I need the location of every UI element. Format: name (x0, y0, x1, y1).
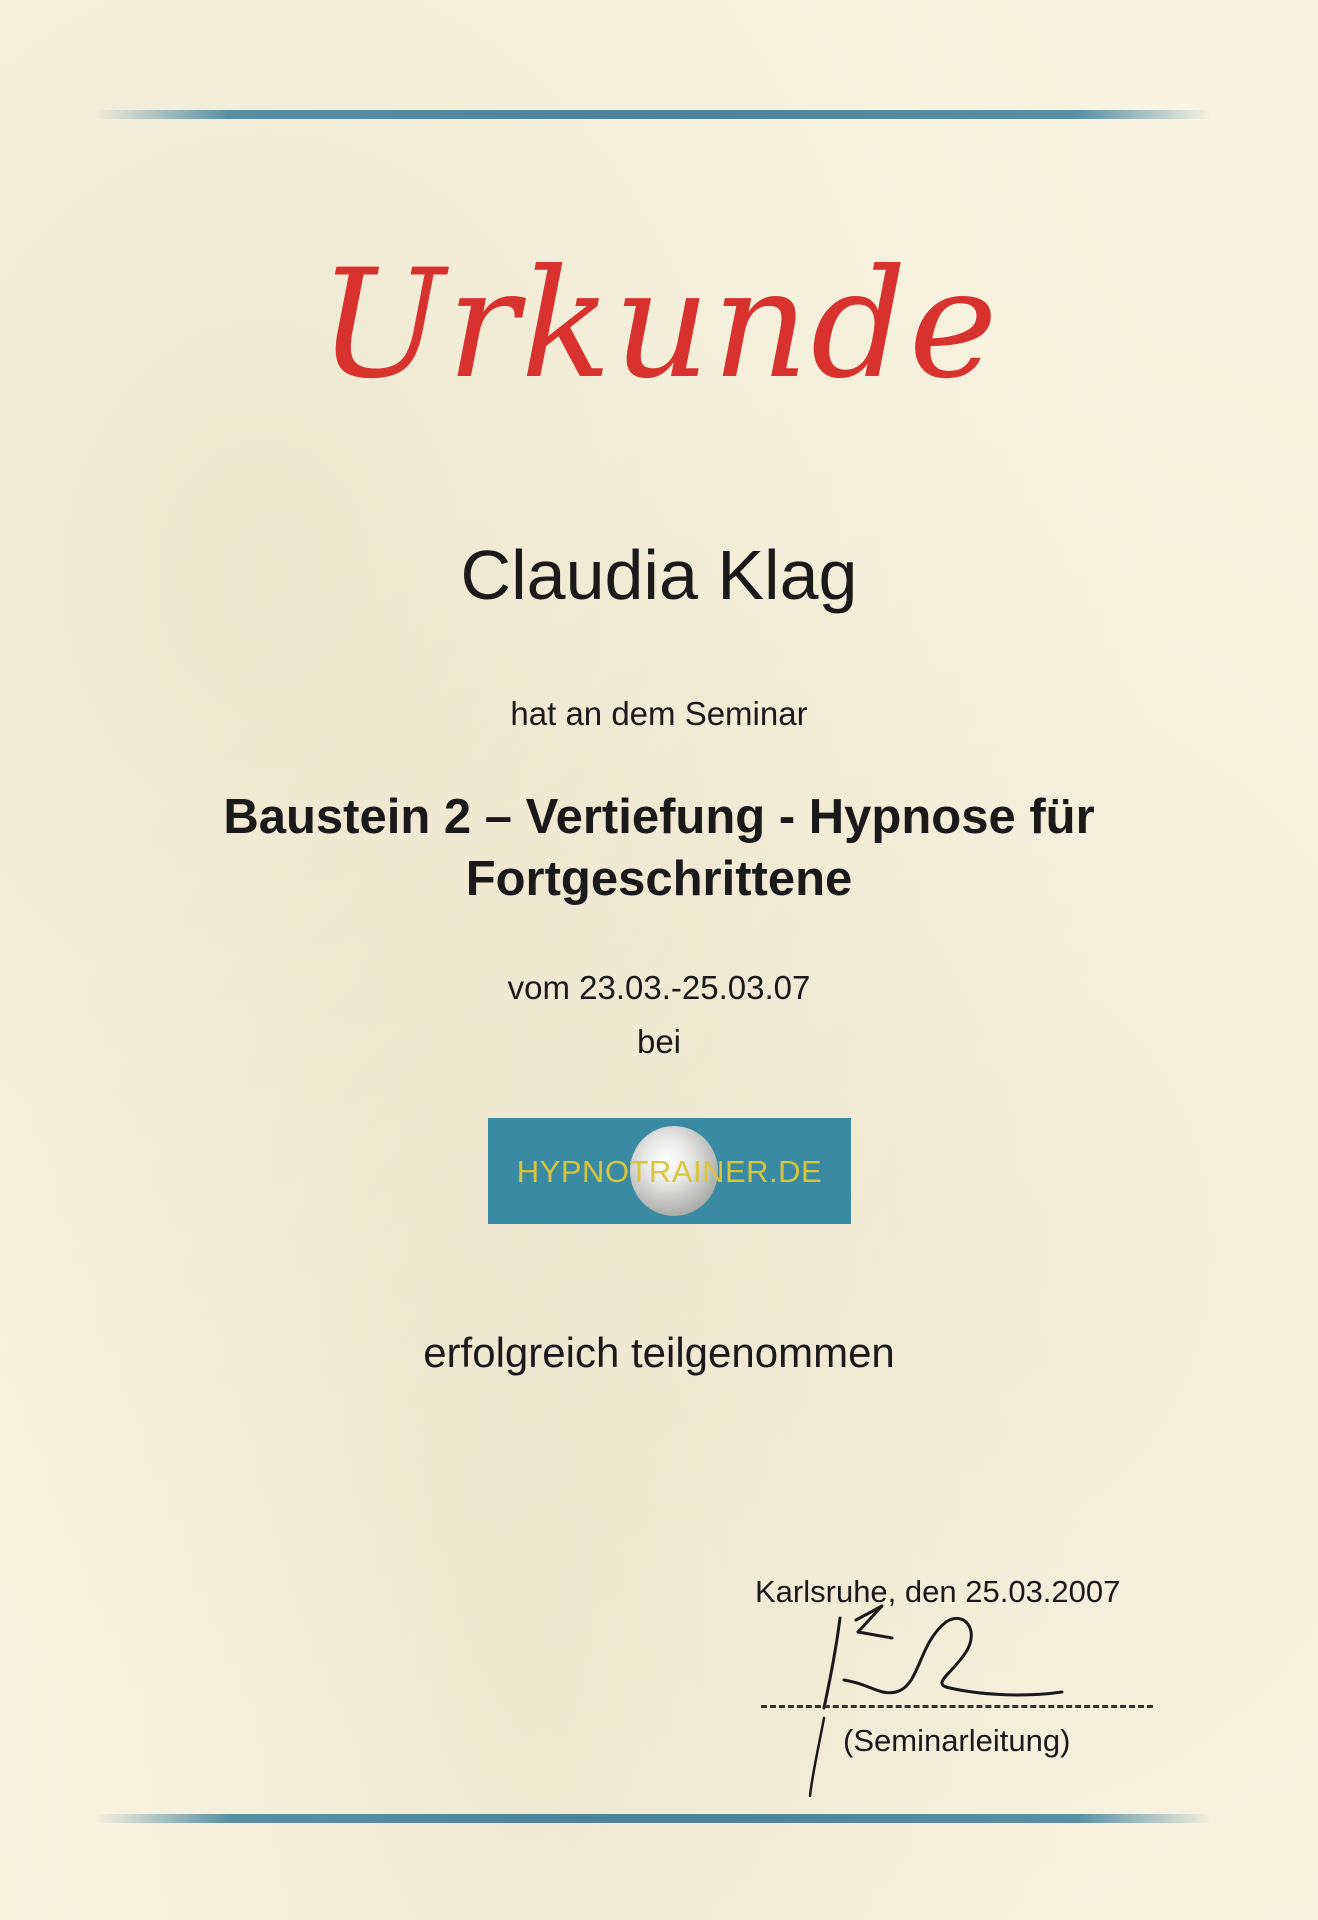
signature-line (761, 1705, 1153, 1708)
bottom-decorative-rule (95, 1814, 1213, 1823)
seminar-title-line-1: Baustein 2 – Vertiefung - Hypnose für (223, 790, 1095, 844)
result-text: erfolgreich teilgenommen (423, 1329, 895, 1376)
top-decorative-rule (95, 110, 1213, 119)
handwritten-signature (800, 1600, 1090, 1800)
seminar-dates: vom 23.03.-25.03.07 (507, 969, 811, 1006)
hypnotrainer-logo (488, 1118, 851, 1224)
recipient-name: Claudia Klag (460, 536, 858, 614)
signature-label: (Seminarleitung) (843, 1723, 1071, 1758)
logo-text: HYPNOTRAINER.DE (516, 1154, 823, 1189)
place-and-date: Karlsruhe, den 25.03.2007 (755, 1574, 1121, 1609)
certificate-title: Urkunde (318, 238, 1000, 412)
seminar-title (0, 786, 1318, 910)
intro-text: hat an dem Seminar (510, 695, 808, 732)
bei-text: bei (636, 1023, 682, 1060)
seminar-title-line-2: Fortgeschrittene (465, 852, 853, 906)
